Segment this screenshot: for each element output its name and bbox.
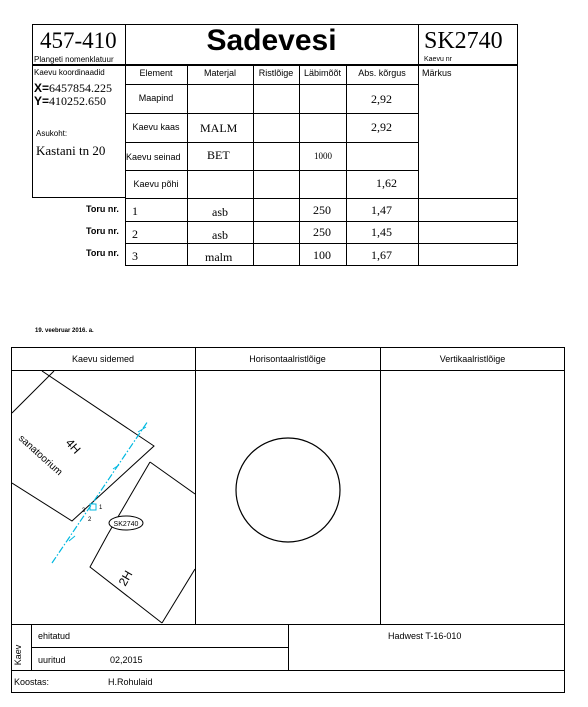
pipe-2-diameter: 250 bbox=[313, 225, 331, 239]
pipe-label-3: Toru nr. bbox=[86, 248, 119, 258]
pipe-tag-3: 3 bbox=[82, 508, 86, 514]
horizontal-section-drawing bbox=[196, 371, 380, 624]
coordinate-y-value: 410252.650 bbox=[49, 94, 107, 108]
building-2h-label: 2H bbox=[115, 568, 136, 589]
nomenclature-value: 457-410 bbox=[40, 28, 117, 53]
row-bottom-abs: 1,62 bbox=[376, 176, 397, 190]
footer-author-label: Koostas: bbox=[14, 677, 50, 687]
well-number-value: SK2740 bbox=[424, 28, 503, 54]
panel-title-connections: Kaevu sidemed bbox=[71, 354, 135, 364]
nomenclature-label: Plangeti nomenklatuur bbox=[34, 55, 114, 64]
row-walls-diameter: 1000 bbox=[314, 151, 332, 161]
coordinates-label: Kaevu koordinaadid bbox=[34, 68, 105, 77]
coordinate-y bbox=[34, 94, 106, 109]
footer-built-label: ehitatud bbox=[38, 631, 71, 641]
pipe-1-diameter: 250 bbox=[313, 203, 331, 217]
building-2h-outline bbox=[150, 462, 195, 494]
footer-surveyed-label: uuritud bbox=[38, 655, 66, 665]
column-header-element: Element bbox=[139, 68, 173, 78]
footer-surveyed-value: 02,2015 bbox=[110, 655, 143, 665]
building-4h-outline bbox=[12, 371, 54, 413]
row-lid-material: MALM bbox=[200, 121, 238, 135]
row-element-lid: Kaevu kaas bbox=[132, 122, 180, 132]
pipe-line-tick-1 bbox=[138, 427, 146, 432]
coordinate-x-value: 6457854.225 bbox=[49, 81, 113, 95]
pipe-3-diameter: 100 bbox=[313, 248, 331, 262]
footer-software: Hadwest T-16-010 bbox=[388, 631, 462, 641]
well-marker bbox=[90, 504, 96, 510]
row-element-bottom: Kaevu põhi bbox=[133, 179, 179, 189]
coordinate-x-label: X= bbox=[34, 81, 50, 95]
column-header-abs-height: Abs. kõrgus bbox=[358, 68, 406, 78]
pipe-3-abs: 1,67 bbox=[371, 248, 392, 262]
building-4h-name: sanatoorium bbox=[15, 433, 65, 479]
pipe-tag-1: 1 bbox=[99, 505, 103, 511]
location-value: Kastani tn 20 bbox=[36, 143, 106, 158]
pipe-2-no: 2 bbox=[132, 227, 138, 241]
row-element-ground: Maapind bbox=[138, 93, 174, 103]
site-plan bbox=[12, 371, 195, 624]
panel-title-vertical-section: Vertikaalristlõige bbox=[439, 354, 506, 364]
column-header-diameter: Läbimõõt bbox=[303, 68, 342, 78]
page-title: Sadevesi bbox=[206, 24, 337, 57]
row-element-walls: Kaevu seinad bbox=[126, 152, 181, 162]
footer-author-value: H.Rohulaid bbox=[108, 677, 153, 687]
pipe-1-no: 1 bbox=[132, 204, 138, 218]
footer-side-label: Kaev bbox=[13, 644, 23, 666]
pipe-label-2: Toru nr. bbox=[86, 226, 119, 236]
coordinate-y-label: Y= bbox=[34, 94, 50, 108]
location-label: Asukoht: bbox=[36, 129, 68, 138]
column-header-cross-section: Ristlõige bbox=[258, 68, 294, 78]
column-header-material: Materjal bbox=[203, 68, 236, 78]
pipe-2-abs: 1,45 bbox=[371, 225, 392, 239]
well-circle bbox=[236, 438, 340, 542]
building-4h-label: 4H bbox=[62, 435, 84, 457]
pipe-label-1: Toru nr. bbox=[86, 204, 119, 214]
pipe-3-no: 3 bbox=[132, 249, 138, 263]
panel-title-horizontal-section: Horisontaalristlõige bbox=[249, 354, 326, 364]
row-walls-material: BET bbox=[207, 148, 230, 162]
pipe-3-material: malm bbox=[205, 250, 233, 264]
column-header-remarks: Märkus bbox=[422, 68, 452, 78]
row-ground-abs: 2,92 bbox=[371, 92, 392, 106]
well-number-label: Kaevu nr bbox=[424, 56, 453, 63]
row-lid-abs: 2,92 bbox=[371, 120, 392, 134]
pipe-2-material: asb bbox=[212, 228, 228, 242]
pipe-1-abs: 1,47 bbox=[371, 203, 392, 217]
building-2h-edge-3 bbox=[162, 569, 195, 623]
pipe-tag-2: 2 bbox=[88, 517, 92, 523]
pipe-1-material: asb bbox=[212, 205, 228, 219]
well-tag-label: SK2740 bbox=[113, 521, 139, 528]
document-date: 19. veebruar 2016. a. bbox=[35, 328, 94, 334]
